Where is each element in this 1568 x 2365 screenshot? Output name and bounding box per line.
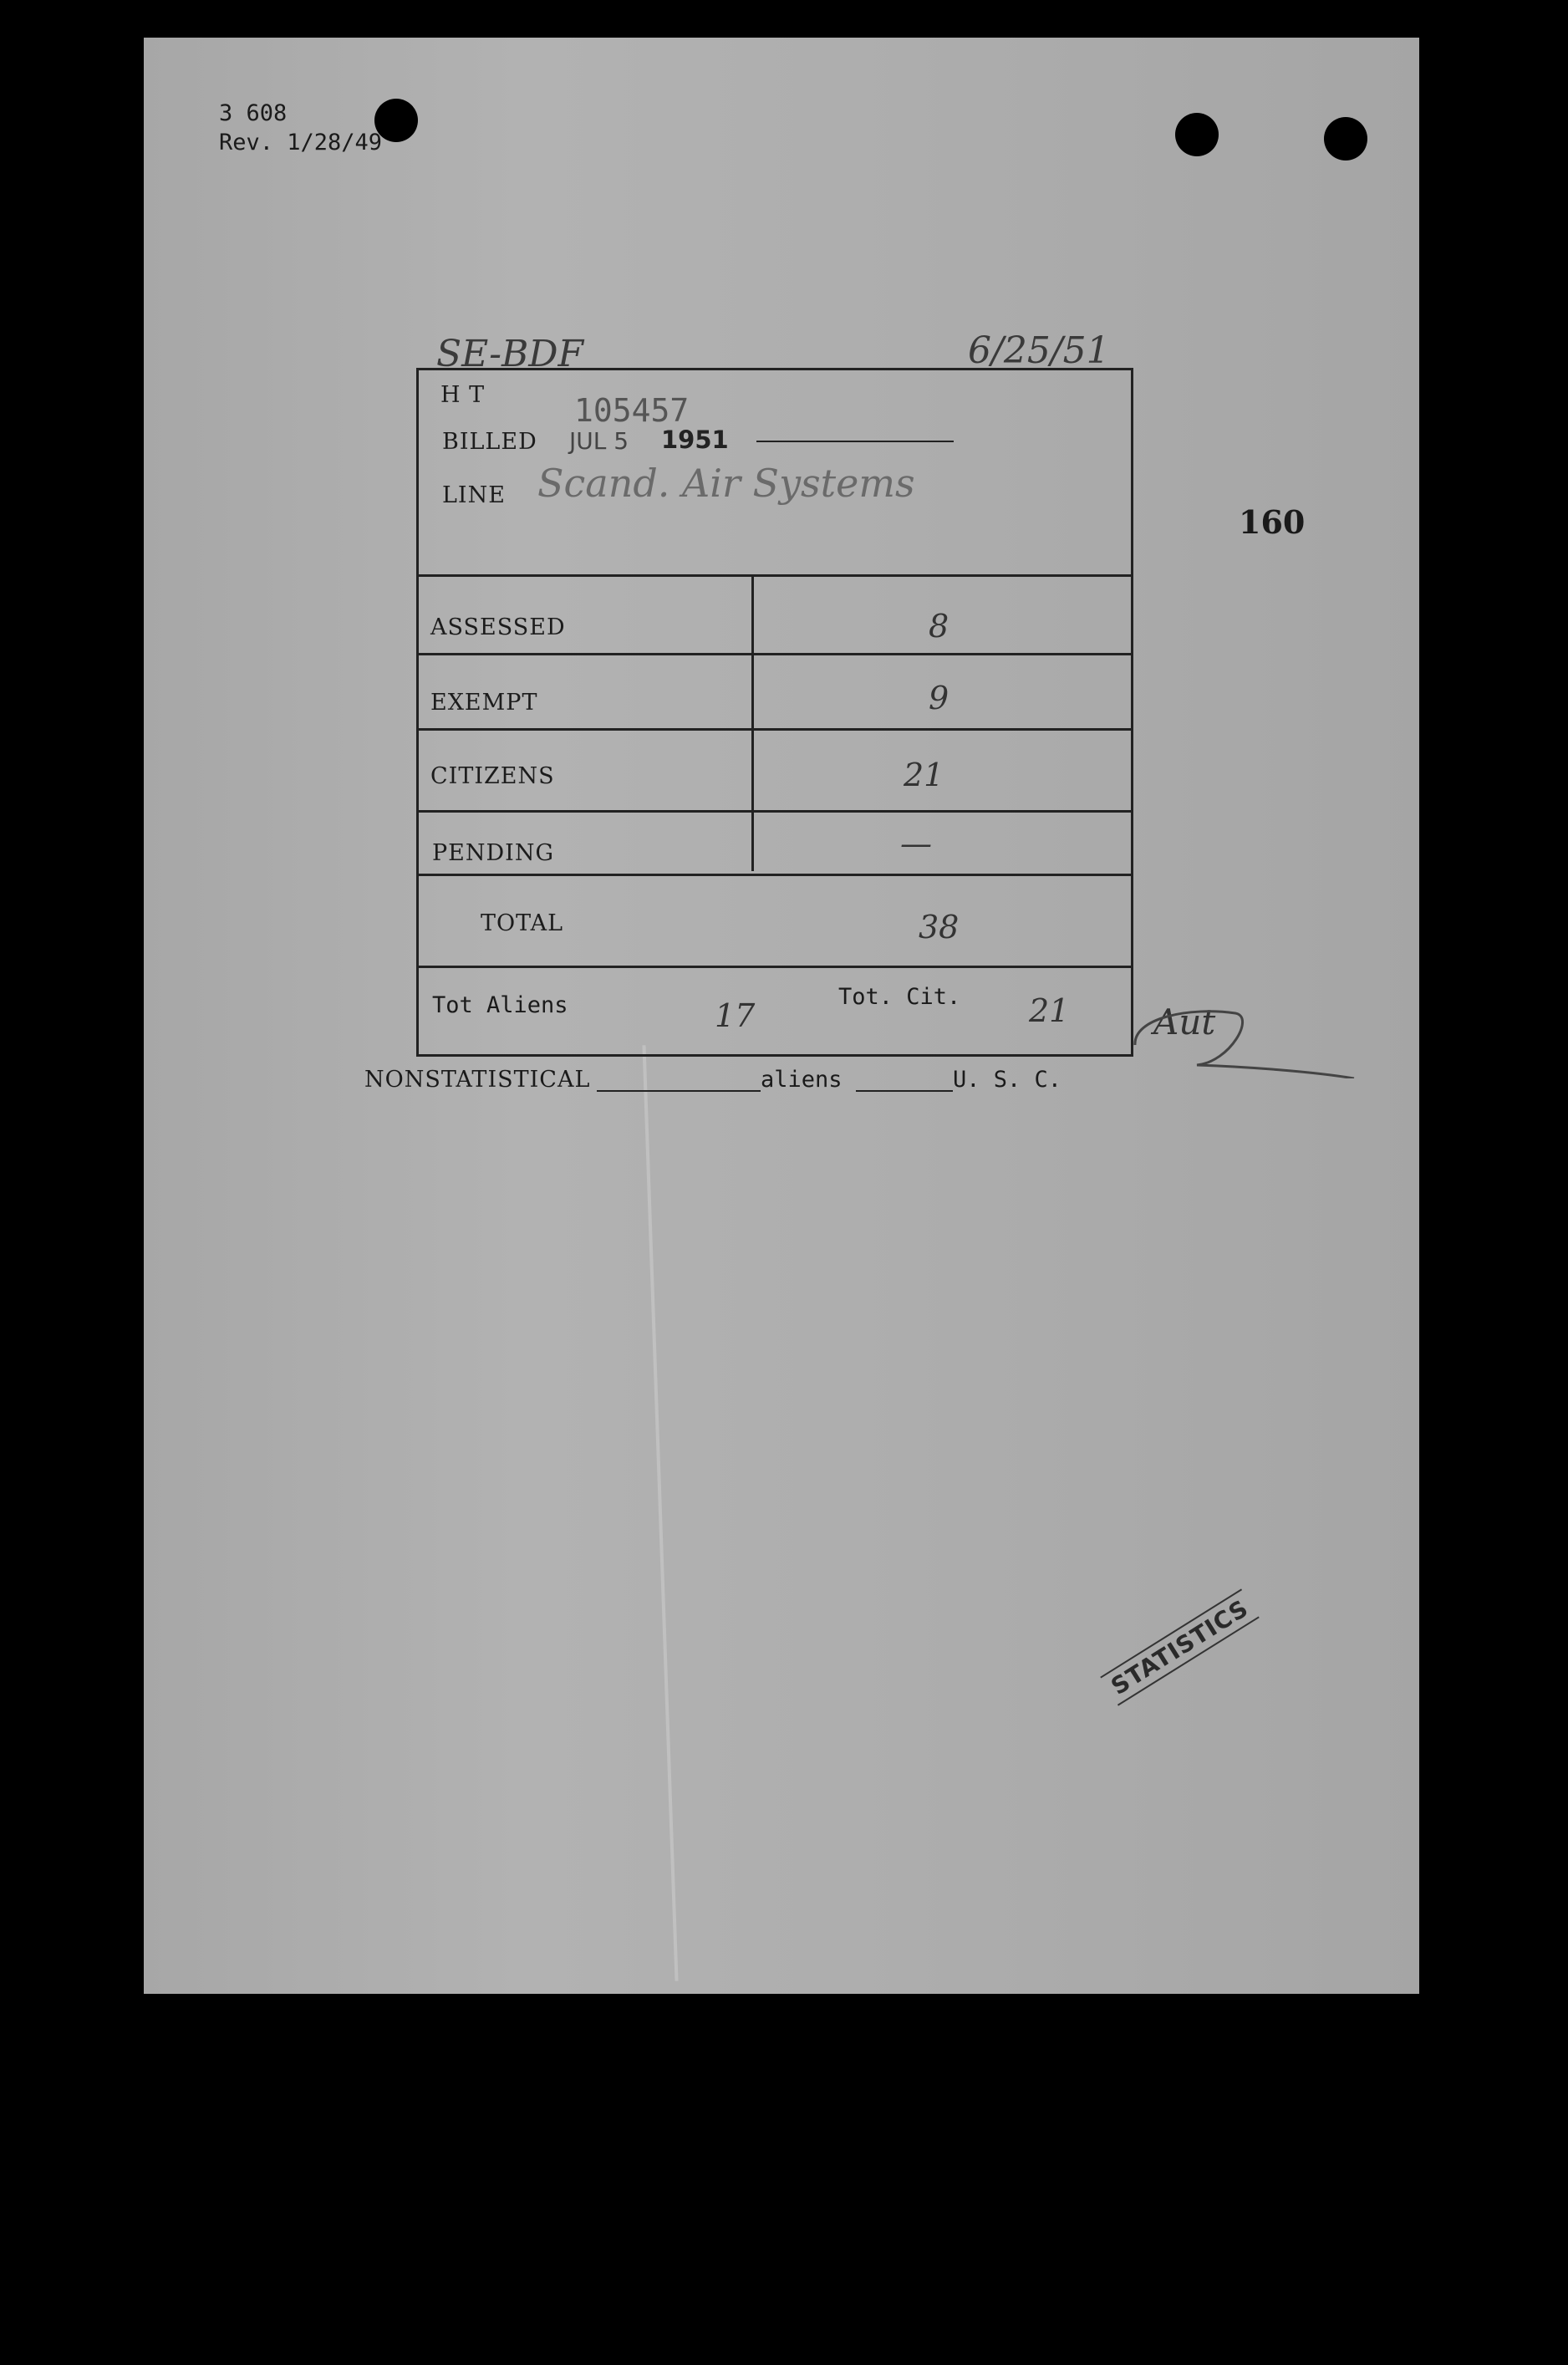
line-label: LINE bbox=[442, 482, 506, 508]
handwritten-initials: Aut bbox=[1153, 1002, 1216, 1042]
nonstatistical-blank bbox=[597, 1090, 761, 1092]
tot-aliens-label: Tot Aliens bbox=[432, 992, 568, 1018]
ht-label: H T bbox=[440, 382, 486, 408]
row-value-exempt: 9 bbox=[929, 680, 949, 716]
billed-label: BILLED bbox=[442, 429, 537, 455]
punch-hole bbox=[1324, 117, 1367, 161]
ht-number: 105457 bbox=[574, 392, 690, 429]
nonstatistical-label: NONSTATISTICAL bbox=[364, 1067, 591, 1093]
line-value: Scand. Air Systems bbox=[537, 461, 915, 506]
form-number: 3 608 bbox=[219, 100, 288, 126]
usc-label: U. S. C. bbox=[953, 1067, 1062, 1093]
billed-year: 1951 bbox=[661, 426, 729, 454]
statistics-stamp: STATISTICS bbox=[1100, 1588, 1260, 1705]
form-revision: Rev. 1/28/49 bbox=[219, 130, 383, 155]
handwritten-code: SE-BDF bbox=[436, 333, 584, 375]
aliens-blank bbox=[856, 1090, 953, 1092]
billed-underline bbox=[756, 441, 954, 442]
statistics-form bbox=[416, 368, 1133, 1057]
page-number: 160 bbox=[1239, 503, 1306, 541]
billed-date: JUL 5 bbox=[569, 427, 629, 455]
handwritten-date: 6/25/51 bbox=[968, 329, 1110, 372]
row-label-total: TOTAL bbox=[481, 910, 564, 936]
tot-aliens-value: 17 bbox=[715, 997, 756, 1034]
row-value-pending: — bbox=[900, 825, 932, 862]
punch-hole bbox=[1175, 113, 1219, 156]
row-label-citizens: CITIZENS bbox=[430, 763, 555, 789]
divider bbox=[419, 574, 1131, 577]
divider bbox=[419, 810, 1131, 813]
tot-cit-value: 21 bbox=[1029, 992, 1070, 1029]
row-label-pending: PENDING bbox=[432, 840, 555, 866]
row-value-citizens: 21 bbox=[904, 757, 944, 793]
divider bbox=[751, 577, 754, 871]
row-value-assessed: 8 bbox=[929, 608, 949, 645]
row-label-assessed: ASSESSED bbox=[430, 614, 566, 640]
divider bbox=[419, 728, 1131, 731]
initials-flourish bbox=[1130, 995, 1357, 1078]
divider bbox=[419, 653, 1131, 655]
divider bbox=[419, 966, 1131, 968]
row-label-exempt: EXEMPT bbox=[430, 690, 538, 716]
tot-cit-label: Tot. Cit. bbox=[838, 984, 961, 1010]
aliens-label: aliens bbox=[761, 1067, 843, 1093]
divider bbox=[419, 874, 1131, 876]
row-value-total: 38 bbox=[919, 909, 960, 945]
